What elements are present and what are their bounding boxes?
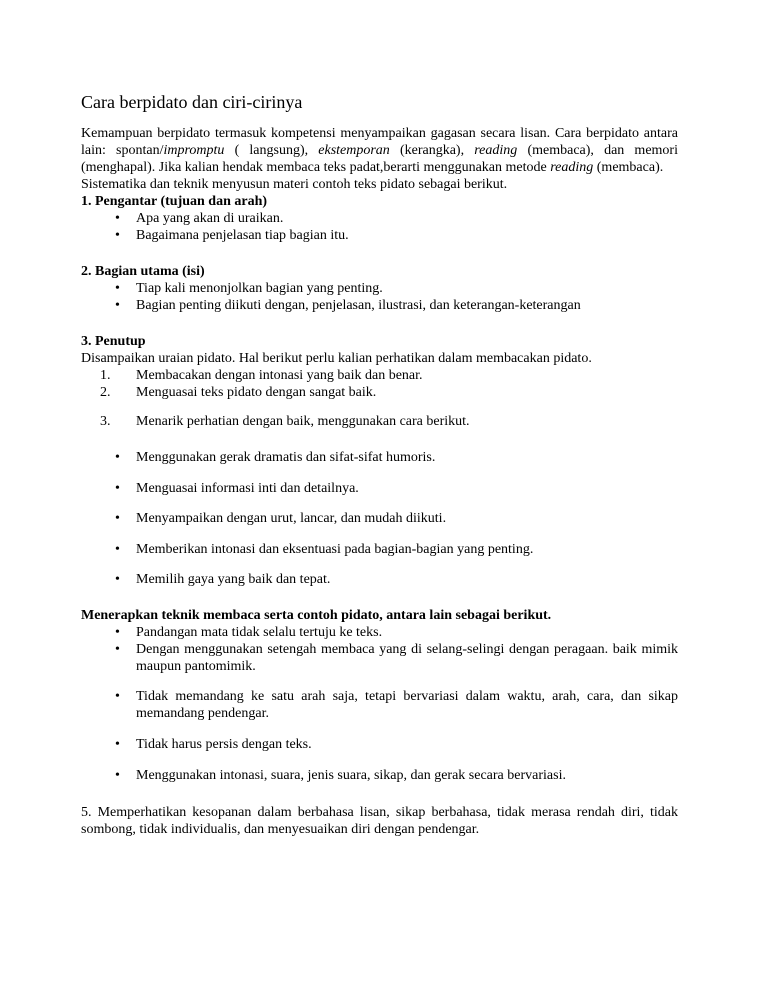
numbered-item: [81, 413, 678, 430]
list-item: • Apa yang akan di uraikan.: [81, 210, 678, 227]
sistematika-line: Sistematika dan teknik menyusun materi contoh teks pidato sebagai berikut.: [81, 177, 508, 192]
intro-text-4: (membaca), dan memori (menghapal). Jika kalian hendak membaca teks padat,berarti menggunakan metode: [81, 143, 678, 175]
list-item: • Memilih gaya yang baik dan tepat.: [81, 571, 678, 588]
item-number: 2.: [100, 385, 111, 400]
list-item: • Bagian penting diikuti dengan, penjelasan, ilustrasi, dan keterangan-keterangan: [81, 297, 678, 314]
list-item: • Pandangan mata tidak selalu tertuju ke teks.: [81, 624, 678, 641]
intro-italic-reading: reading: [474, 143, 518, 158]
intro-italic-reading-2: reading: [550, 160, 594, 175]
intro-italic-ekstemporan: ekstemporan: [318, 143, 390, 158]
list-item: • Menyampaikan dengan urut, lancar, dan mudah diikuti.: [81, 510, 678, 527]
point-5-paragraph: 5. Memperhatikan kesopanan dalam berbahasa lisan, sikap berbahasa, tidak merasa rendah diri, tidak sombong, tidak individualis, dan menyesuaikan diri dengan pendengar.: [81, 805, 678, 837]
list-item: • Menggunakan gerak dramatis dan sifat-sifat humoris.: [81, 449, 678, 466]
intro-paragraph: [81, 125, 678, 176]
teknik-heading: Menerapkan teknik membaca serta contoh pidato, antara lain sebagai berikut.: [81, 608, 552, 623]
intro-text-5: (membaca).: [593, 160, 664, 175]
list-item: • Dengan menggunakan setengah membaca yang di selang-selingi dengan peragaan. baik mimik maupun pantomimik.: [81, 641, 678, 675]
list-item: • Menguasai informasi inti dan detailnya.: [81, 480, 678, 497]
section-2-list: [81, 280, 678, 314]
numbered-item: [81, 367, 678, 384]
item-text: Membacakan dengan intonasi yang baik dan benar.: [136, 368, 423, 383]
section-1-heading: 1. Pengantar (tujuan dan arah): [81, 194, 268, 209]
intro-text-1: Kemampuan berpidato termasuk kompetensi menyampaikan gagasan secara lisan. Cara berpidato antara lain: spontan/: [81, 126, 678, 158]
item-number: 1.: [100, 368, 111, 383]
list-item: • Tiap kali menonjolkan bagian yang penting.: [81, 280, 678, 297]
section-3-heading: 3. Penutup: [81, 334, 146, 349]
list-item: • Menggunakan intonasi, suara, jenis suara, sikap, dan gerak secara bervariasi.: [81, 767, 678, 784]
item-number: 3.: [100, 414, 111, 429]
intro-italic-impromptu: impromptu: [163, 143, 225, 158]
intro-text-3: (kerangka),: [389, 143, 475, 158]
list-item: • Memberikan intonasi dan eksentuasi pada bagian-bagian yang penting.: [81, 541, 678, 558]
section-3-bullet-list: [81, 449, 678, 588]
list-item: • Tidak harus persis dengan teks.: [81, 736, 678, 753]
section-2-heading: 2. Bagian utama (isi): [81, 264, 205, 279]
numbered-item: [81, 384, 678, 401]
section-3-lead: Disampaikan uraian pidato. Hal berikut perlu kalian perhatikan dalam membacakan pidato.: [81, 351, 592, 366]
document-page: [81, 91, 678, 838]
list-item: • Tidak memandang ke satu arah saja, tetapi bervariasi dalam waktu, arah, cara, dan sikap memandang pendengar.: [81, 688, 678, 722]
list-item: • Bagaimana penjelasan tiap bagian itu.: [81, 227, 678, 244]
item-text: Menguasai teks pidato dengan sangat baik.: [136, 385, 377, 400]
section-3-numbered-list: [81, 367, 678, 430]
teknik-list: [81, 624, 678, 784]
intro-text-2: ( langsung),: [224, 143, 319, 158]
document-title: Cara berpidato dan ciri-cirinya: [81, 92, 303, 112]
section-1-list: [81, 210, 678, 244]
item-text: Menarik perhatian dengan baik, menggunakan cara berikut.: [136, 414, 470, 429]
